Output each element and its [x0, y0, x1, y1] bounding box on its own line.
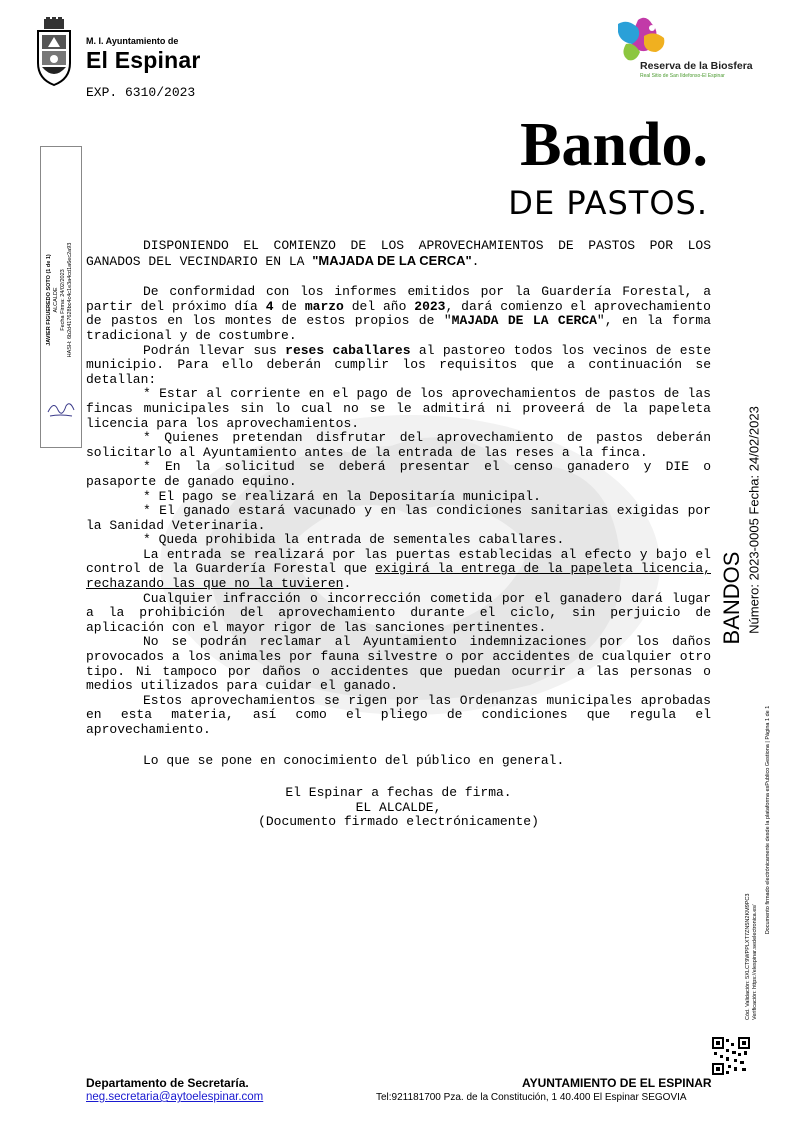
- start-year: 2023: [414, 298, 446, 314]
- municipal-crest-icon: [34, 17, 74, 87]
- document-subtitle: DE PASTOS.: [508, 184, 708, 222]
- p2-text-c: del año: [343, 298, 415, 314]
- validation-code-line: Cód. Validación: 5XLCT9WPPLXT7ZN5N2KM9PC3: [745, 893, 751, 1020]
- requirement-item: * El ganado estará vacunado y en las condiciones sanitarias exigidas por la Sanidad Veterinaria.: [86, 503, 711, 533]
- paragraph-start-date: [86, 285, 711, 343]
- signature-role: EL ALCALDE,: [355, 799, 442, 815]
- requirement-item: * El pago se realizará en la Depositaría municipal.: [143, 488, 541, 504]
- stamp-date: Fecha Firma: 24/02/2023: [60, 269, 66, 331]
- signature-place: El Espinar a fechas de firma.: [285, 785, 512, 801]
- qr-code-icon[interactable]: [712, 1037, 750, 1075]
- paragraph-entry: [86, 548, 711, 592]
- signature-block: [86, 786, 711, 830]
- p3-text-c: al pastoreo todos los vecinos de este municipio. Para ello deberán cumplir los requisitos que a continuación se detallan:: [86, 342, 711, 387]
- intro-place: "MAJADA DE LA CERCA": [312, 252, 472, 268]
- paragraph-infractions: Cualquier infracción o incorrección cometida por el ganadero dará lugar a la prohibición del aprovechamiento durante el ciclo, sin perjuicio de aplicación con el mayor rigor de las sanciones pertinentes.: [86, 590, 711, 635]
- expedient-number: EXP. 6310/2023: [86, 85, 196, 100]
- intro-end: .: [471, 253, 480, 269]
- paragraph-requirements-intro: [86, 344, 711, 388]
- biosphere-subtitle: Real Sitio de San Ildefonso-El Espinar: [640, 73, 725, 79]
- p2-text-e: ", en la forma tradicional y de costumbre.: [86, 313, 711, 343]
- footer-email-link[interactable]: neg.secretaria@aytoelespinar.com: [86, 1091, 264, 1103]
- p4-underlined: exigirá la entrega de la papeleta licencia, rechazando las que no la tuvieren: [86, 561, 711, 592]
- document-title: Bando.: [520, 111, 708, 179]
- p4-text-c: .: [343, 576, 352, 592]
- start-day: 4: [265, 298, 274, 314]
- start-month: marzo: [304, 298, 344, 314]
- p4-text-a: La entrada se realizará por las puertas establecidas al efecto y bajo el control de la Guardería Forestal que: [86, 546, 711, 577]
- paragraph-closing: Lo que se pone en conocimiento del público en general.: [143, 752, 565, 768]
- p3-livestock: reses caballares: [285, 342, 411, 358]
- org-name: El Espinar: [86, 47, 201, 73]
- requirement-item: * En la solicitud se deberá presentar el censo ganadero y DIE o pasaporte de ganado equino.: [86, 459, 711, 489]
- platform-note: Documento firmado electrónicamente desde la plataforma esPublico Gestiona | Página 1 de 1: [765, 705, 771, 935]
- paragraph-intro: [86, 239, 711, 269]
- p3-text-a: Podrán llevar sus: [143, 342, 286, 358]
- requirement-item: * Queda prohibida la entrada de sementales caballares.: [143, 532, 565, 548]
- paragraph-ordinances: Estos aprovechamientos se rigen por las Ordenanzas municipales aprobadas en esta materia, así como el pliego de condiciones que regula el aprovechamiento.: [86, 692, 711, 737]
- footer-organization: AYUNTAMIENTO DE EL ESPINAR: [522, 1076, 712, 1090]
- requirement-item: * Quienes pretendan disfrutar del aprovechamiento de pastos deberán solicitarlo al Ayuntamiento antes de la entrada de las reses a la finca.: [86, 430, 711, 460]
- document-body: [86, 239, 711, 830]
- biosphere-logo: [608, 14, 672, 66]
- footer-address: Tel:921181700 Pza. de la Constitución, 1 40.400 El Espinar SEGOVIA: [376, 1092, 687, 1103]
- verification-url: Verificación: https://elespinar.sedelectronica.es/: [752, 904, 758, 1020]
- register-number: Número: 2023-0005 Fecha: 24/02/2023: [746, 406, 762, 634]
- validation-code: [745, 820, 759, 1020]
- stamp-hash: HASH: 6b2d417628bc4c4c1e3a4cd1a6ec2a93: [67, 242, 73, 358]
- stamp-signer: JAVIER FIGUEREDO SOTO (1 de 1): [46, 254, 52, 346]
- p2-text-a: De conformidad con los informes emitidos por la Guardería Forestal, a partir del próximo día: [86, 284, 711, 314]
- requirement-item: * Estar al corriente en el pago de los aprovechamientos de pastos de las fincas municipales sin lo cual no se le admitirá ni proveerá de la papeleta licencia para los aprovechamientos.: [86, 386, 711, 431]
- p2-text-b: de: [273, 298, 305, 314]
- org-small-label: M. I. Ayuntamiento de: [86, 36, 179, 46]
- stamp-role: ALCALDE: [53, 287, 59, 313]
- register-label: BANDOS: [719, 551, 744, 645]
- p2-text-d: , dará comienzo el aprovechamiento de pastos en los montes de estos propios de ": [86, 298, 711, 329]
- p2-place: MAJADA DE LA CERCA: [451, 313, 597, 329]
- biosphere-title: Reserva de la Biosfera: [640, 60, 753, 72]
- footer-department: Departamento de Secretaría.: [86, 1076, 249, 1090]
- signature-note: (Documento firmado electrónicamente): [258, 814, 539, 830]
- paragraph-indemnities: No se podrán reclamar al Ayuntamiento indemnizaciones por los daños provocados a los animales por fauna silvestre o por accidentes de cualquier otro tipo. Ni tampoco por daños o accidentes que puedan ocurrir a las personas o medios utilizados para cuidar el ganado.: [86, 634, 711, 694]
- handwritten-signature: [46, 398, 76, 420]
- intro-text: DISPONIENDO EL COMIENZO DE LOS APROVECHAMIENTOS DE PASTOS POR LOS GANADOS DEL VECINDARIO EN LA: [86, 238, 711, 269]
